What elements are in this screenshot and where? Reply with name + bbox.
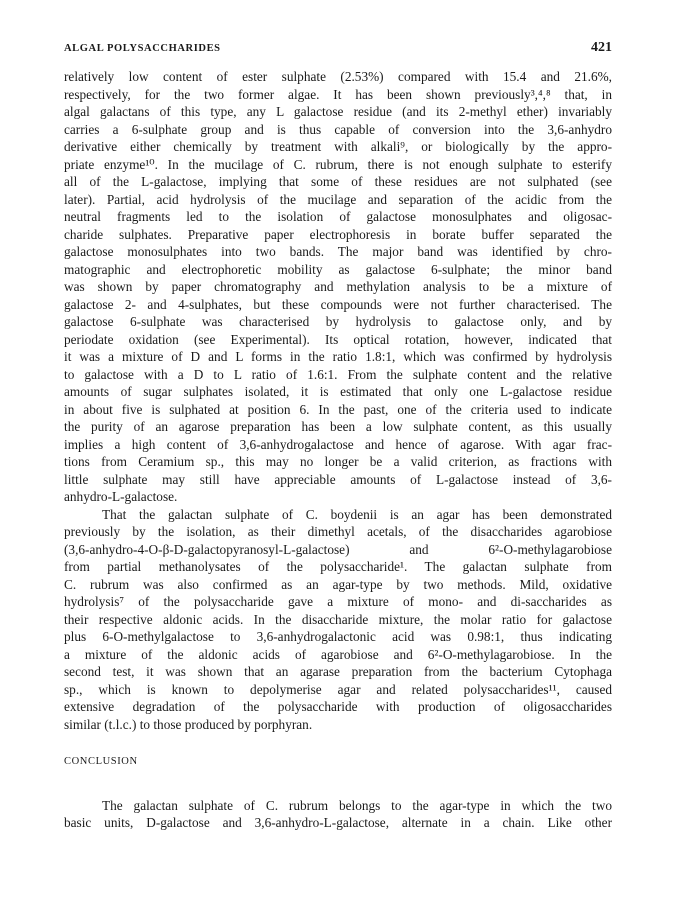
text-line: galactose 2- and 4-sulphates, but these compounds were not further characterised. The: [64, 296, 612, 312]
text-line: C. rubrum was also confirmed as an agar-type by two methods. Mild, oxidative: [64, 576, 612, 592]
paragraph-1: [64, 68, 612, 506]
text-line: similar (t.l.c.) to those produced by porphyran.: [64, 716, 313, 732]
paragraph-2: [64, 506, 612, 734]
text-line: it was a mixture of D and L forms in the ratio 1.8:1, which was confirmed by hydrolysis: [64, 349, 612, 364]
text-line: priate enzyme¹⁰. In the mucilage of C. rubrum, there is not enough sulphate to esterify: [64, 156, 612, 172]
text-line: extensive degradation of the polysaccharide with production of oligosaccharides: [64, 699, 612, 714]
conclusion-heading: CONCLUSION: [64, 756, 138, 767]
text-line: tions from Ceramium sp., this may no longer be a valid criterion, as fractions with: [64, 454, 612, 469]
text-line: was shown by paper chromatography and methylation analysis to be a mixture of: [64, 279, 612, 294]
body-text: [64, 68, 612, 832]
text-line: hydrolysis⁷ of the polysaccharide gave a mixture of mono- and di-saccharides as: [64, 594, 612, 609]
page-number: 421: [591, 40, 612, 55]
page-header: [64, 40, 612, 56]
text-line: second test, it was shown that an agarase preparation from the bacterium Cytophaga: [64, 664, 612, 679]
text-line: from partial methanolysates of the polysaccharide¹. The galactan sulphate from: [64, 559, 612, 574]
text-line: a mixture of the aldonic acids of agarobiose and 6²-O-methylagarobiose. In the: [64, 646, 612, 662]
text-line: carries a 6-sulphate group and is thus capable of conversion into the 3,6-anhydro: [64, 121, 612, 137]
text-line: matographic and electrophoretic mobility as galactose 6-sulphate; the minor band: [64, 261, 612, 277]
text-line: The galactan sulphate of C. rubrum belongs to the agar-type in which the two: [102, 797, 612, 813]
text-line: amounts of sugar sulphates isolated, it is estimated that only one L-galactose residue: [64, 384, 612, 399]
text-line: little sulphate may still have appreciable amounts of L-galactose instead of 3,6-: [64, 471, 612, 487]
text-line: in about five is sulphated at position 6. In the past, one of the criteria used to indicate: [64, 401, 612, 417]
text-line: periodate oxidation (see Experimental). Its optical rotation, however, indicated that: [64, 331, 612, 347]
text-line: algal galactans of this type, any L galactose residue (and its 2-methyl ether) invariably: [64, 104, 612, 119]
text-line: neutral fragments led to the isolation of galactose monosulphates and oligosac-: [64, 209, 612, 224]
conclusion-paragraph: [64, 797, 612, 832]
running-head: ALGAL POLYSACCHARIDES: [64, 43, 221, 54]
text-line: all of the L-galactose, implying that some of these residues are not sulphated (see: [64, 174, 612, 189]
text-line: anhydro-L-galactose.: [64, 489, 178, 504]
text-line: plus 6-O-methylgalactose to 3,6-anhydrogalactonic acid was 0.98:1, thus indicating: [64, 629, 612, 644]
text-line: respectively, for the two former algae. It has been shown previously³,⁴,⁸ that, in: [64, 86, 612, 102]
text-line: sp., which is known to depolymerise agar and related polysaccharides¹¹, caused: [64, 681, 612, 697]
text-line: later). Partial, acid hydrolysis of the mucilage and separation of the acidic from the: [64, 191, 612, 207]
text-line: galactose monosulphates into two bands. The major band was identified by chro-: [64, 244, 612, 259]
text-line: their respective aldonic acids. In the disaccharide mixture, the molar ratio for galactose: [64, 611, 612, 627]
text-line: galactose 6-sulphate was characterised by hydrolysis to galactose only, and by: [64, 314, 612, 329]
text-line: charide sulphates. Preparative paper electrophoresis in borate buffer separated the: [64, 226, 612, 242]
text-line: derivative either chemically by treatment with alkali⁹, or biologically by the appro-: [64, 139, 612, 154]
text-line: implies a high content of 3,6-anhydrogalactose and hence of agarose. With agar frac-: [64, 436, 612, 452]
text-line: the purity of an agarose preparation has been a low sulphate content, as this usually: [64, 419, 612, 434]
text-line: previously by the isolation, as their dimethyl acetals, of the disaccharides agarobiose: [64, 524, 612, 539]
text-line: to galactose with a D to L ratio of 1.6:1. From the sulphate content and the relative: [64, 366, 612, 382]
text-line: (3,6-anhydro-4-O-β-D-galactopyranosyl-L-galactose) and 6²-O-methylagarobiose: [64, 541, 612, 557]
text-line: relatively low content of ester sulphate (2.53%) compared with 15.4 and 21.6%,: [64, 69, 612, 84]
text-line: That the galactan sulphate of C. boydenii is an agar has been demonstrated: [102, 506, 612, 522]
text-line: basic units, D-galactose and 3,6-anhydro-L-galactose, alternate in a chain. Like other: [64, 815, 612, 830]
